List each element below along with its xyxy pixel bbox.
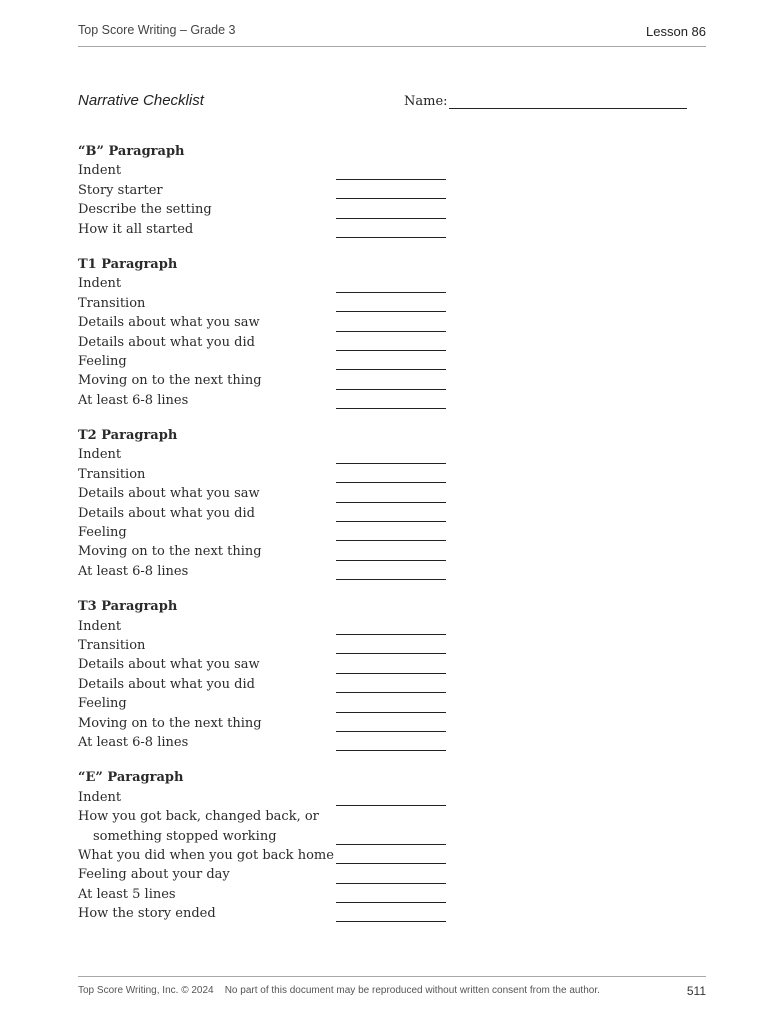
check-blank[interactable] — [336, 844, 446, 845]
item-label: Details about what you did — [78, 676, 255, 692]
item-label-continued: something stopped working — [93, 828, 277, 844]
section-heading: T2 Paragraph — [78, 428, 178, 444]
checklist-item — [78, 445, 458, 464]
check-blank[interactable] — [336, 408, 446, 409]
check-blank[interactable] — [336, 389, 446, 390]
item-label: Indent — [78, 618, 122, 634]
checklist-item — [78, 655, 458, 674]
checklist-item — [78, 788, 458, 807]
item-label: Moving on to the next thing — [78, 544, 262, 560]
checklist-item — [78, 904, 458, 923]
checklist-title: Narrative Checklist — [78, 92, 204, 109]
item-label: Details about what you did — [78, 505, 255, 521]
check-blank[interactable] — [336, 198, 446, 199]
check-blank[interactable] — [336, 731, 446, 732]
checklist-item — [78, 733, 458, 752]
item-label: Indent — [78, 789, 122, 805]
name-label: Name: — [404, 94, 448, 109]
section-heading: “E” Paragraph — [78, 770, 184, 786]
checklist-item — [78, 865, 458, 884]
section-b-paragraph — [78, 142, 458, 239]
checklist-item — [78, 885, 458, 904]
check-blank[interactable] — [336, 502, 446, 503]
check-blank[interactable] — [336, 179, 446, 180]
page-header-title: Top Score Writing – Grade 3 — [78, 23, 236, 37]
checklist-item — [78, 523, 458, 542]
checklist-item — [78, 484, 458, 503]
check-blank[interactable] — [336, 692, 446, 693]
item-label: Feeling — [78, 525, 127, 541]
check-blank[interactable] — [336, 921, 446, 922]
item-label: Story starter — [78, 182, 163, 198]
checklist-item — [78, 220, 458, 239]
item-label: How it all started — [78, 221, 194, 237]
check-blank[interactable] — [336, 805, 446, 806]
item-label: How you got back, changed back, or — [78, 809, 319, 825]
checklist-item — [78, 181, 458, 200]
checklist-item — [78, 371, 458, 390]
name-field[interactable] — [404, 94, 687, 109]
check-blank[interactable] — [336, 673, 446, 674]
check-blank[interactable] — [336, 482, 446, 483]
section-t1-paragraph — [78, 255, 458, 410]
page-number: 511 — [686, 984, 706, 998]
item-label: At least 6-8 lines — [78, 563, 189, 579]
check-blank[interactable] — [336, 634, 446, 635]
item-label: Details about what you saw — [78, 315, 260, 331]
check-blank[interactable] — [336, 311, 446, 312]
check-blank[interactable] — [336, 237, 446, 238]
item-label: Details about what you saw — [78, 657, 260, 673]
checklist-item — [78, 636, 458, 655]
item-label: Moving on to the next thing — [78, 373, 262, 389]
checklist-item — [78, 542, 458, 561]
check-blank[interactable] — [336, 463, 446, 464]
checklist-item — [78, 352, 458, 371]
name-blank-line[interactable] — [449, 95, 687, 109]
section-heading: T3 Paragraph — [78, 599, 178, 615]
check-blank[interactable] — [336, 218, 446, 219]
item-label: At least 5 lines — [78, 886, 176, 902]
item-label: Details about what you did — [78, 334, 255, 350]
check-blank[interactable] — [336, 750, 446, 751]
section-t2-paragraph — [78, 426, 458, 581]
item-label: Moving on to the next thing — [78, 715, 262, 731]
check-blank[interactable] — [336, 560, 446, 561]
check-blank[interactable] — [336, 369, 446, 370]
checklist-item — [78, 465, 458, 484]
check-blank[interactable] — [336, 540, 446, 541]
checklist-item — [78, 694, 458, 713]
check-blank[interactable] — [336, 653, 446, 654]
item-label: Transition — [78, 295, 146, 311]
checklist-item — [78, 504, 458, 523]
footer-divider — [78, 976, 706, 977]
item-label: At least 6-8 lines — [78, 392, 189, 408]
checklist-item — [78, 161, 458, 180]
checklist-item — [78, 274, 458, 293]
section-heading: “B” Paragraph — [78, 144, 185, 159]
check-blank[interactable] — [336, 883, 446, 884]
item-label: What you did when you got back home — [78, 847, 334, 863]
section-e-paragraph — [78, 768, 458, 923]
checklist-item — [78, 617, 458, 636]
check-blank[interactable] — [336, 902, 446, 903]
section-t3-paragraph — [78, 597, 458, 752]
checklist-item — [78, 391, 458, 410]
checklist-item — [78, 714, 458, 733]
item-label: At least 6-8 lines — [78, 734, 189, 750]
item-label: Describe the setting — [78, 202, 212, 218]
checklist-item — [78, 675, 458, 694]
checklist-item — [78, 333, 458, 352]
checklist-item — [78, 846, 458, 865]
check-blank[interactable] — [336, 331, 446, 332]
item-label: Feeling — [78, 353, 127, 369]
checklist-item — [78, 562, 458, 581]
check-blank[interactable] — [336, 292, 446, 293]
checklist-item — [78, 807, 458, 846]
check-blank[interactable] — [336, 712, 446, 713]
item-label: Indent — [78, 447, 122, 463]
item-label: Transition — [78, 466, 146, 482]
item-label: Feeling about your day — [78, 867, 230, 883]
lesson-label: Lesson 86 — [646, 24, 706, 39]
item-label: Indent — [78, 163, 122, 179]
checklist-item — [78, 294, 458, 313]
checklist-item — [78, 313, 458, 332]
item-label: How the story ended — [78, 906, 216, 922]
item-label: Feeling — [78, 696, 127, 712]
header-divider — [78, 46, 706, 47]
item-label: Transition — [78, 637, 146, 653]
check-blank[interactable] — [336, 579, 446, 580]
section-heading: T1 Paragraph — [78, 256, 178, 272]
checklist-item — [78, 200, 458, 219]
item-label: Details about what you saw — [78, 486, 260, 502]
checklist — [78, 142, 458, 939]
check-blank[interactable] — [336, 863, 446, 864]
item-label: Indent — [78, 276, 122, 292]
check-blank[interactable] — [336, 350, 446, 351]
footer-copyright: Top Score Writing, Inc. © 2024 No part of this document may be reproduced without written consent from the author. — [78, 985, 600, 996]
check-blank[interactable] — [336, 521, 446, 522]
